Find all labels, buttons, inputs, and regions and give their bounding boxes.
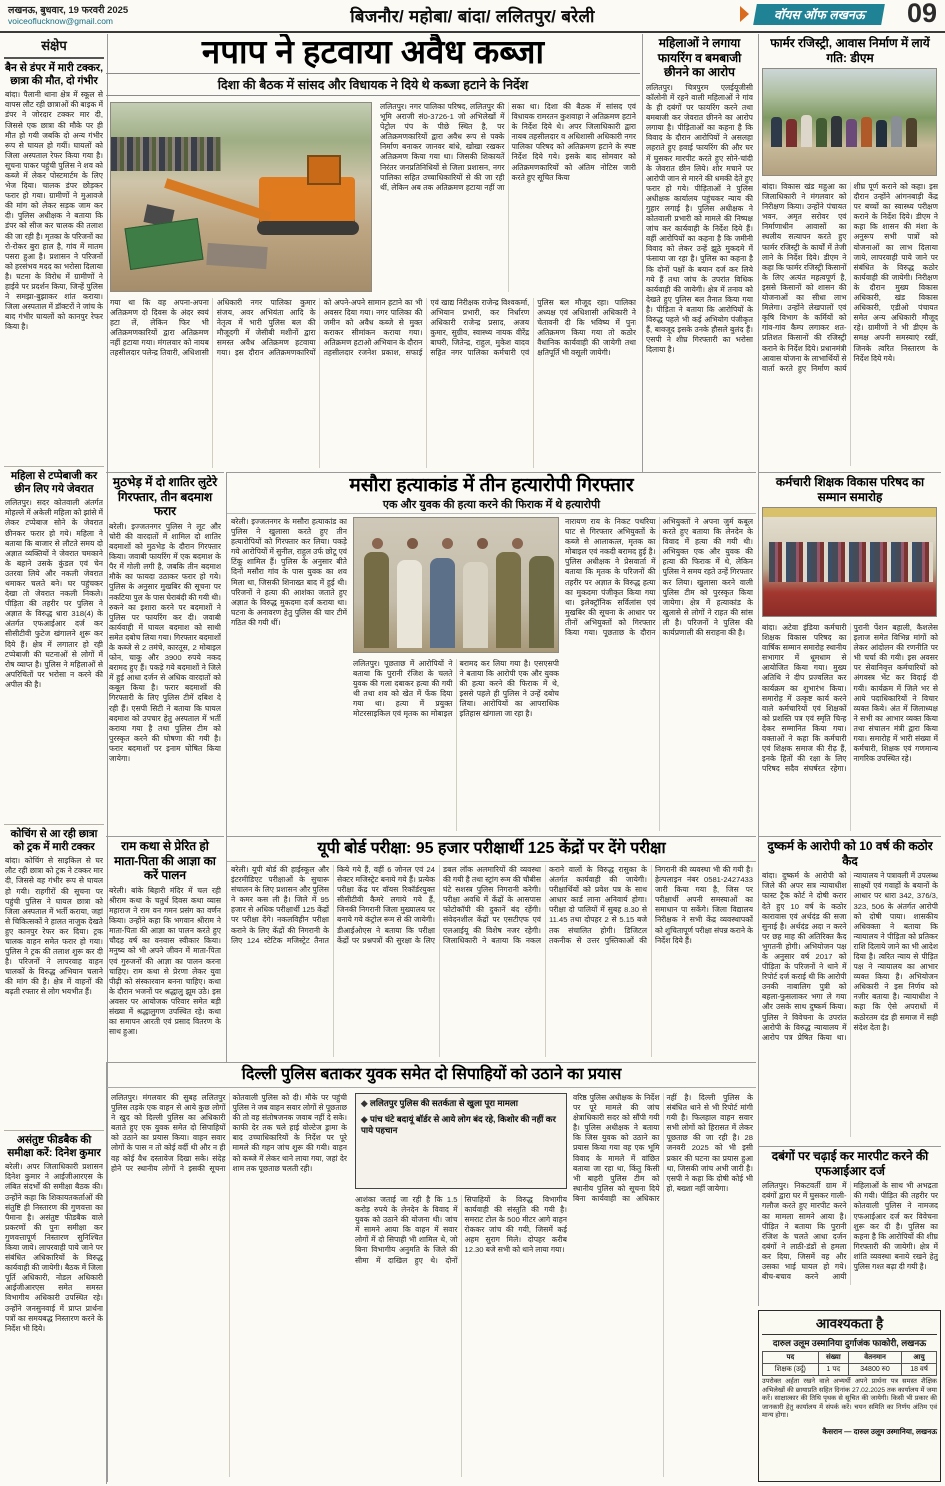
delhi-body-right: वरिष्ठ पुलिस अधीक्षक के निर्देश पर पूरे मामले की जांच क्षेत्राधिकारी सदर को सौंपी गयी है। पुलिस अधीक्षक ने बताया कि जिस युवक को उठाने का प्रयास किया गया वह एक भूमि विवाद के मामले में वांछित बताया जा रहा था, किंतु किसी भी बाहरी पुलिस टीम को स्थानीय पुलिस को सूचना दिये बिना कार्यवाही का अधिकार नहीं है। दिल्ली पुलिस के संबंधित थाने से भी रिपोर्ट मांगी गयी है। फिलहाल वाहन सवार सभी लोगों को हिरासत में लेकर पूछताछ की जा रही है। 28 जनवरी 2025 को भी इसी प्रकार की घटना का प्रयास हुआ था, जिसकी जांच अभी जारी है। एसपी ने कहा कि दोषी कोई भी हो, बख्शा नहीं जायेगा। [573,1093,753,1203]
masthead [0,0,945,33]
ad-table-row [763,1364,937,1376]
farmer-headline: फार्मर रजिस्ट्री, आवास निर्माण में लायें गति: डीएम [770,36,930,65]
brand-box [753,4,885,25]
masaura-body-right: नारायण राय के निकट पथरिया घाट से गिरफ्तार अभियुक्तों के कब्जे से आलाकत्ल, मृतक का मोबाइल एवं नकदी बरामद हुई है। पुलिस अधीक्षक ने प्रेसवार्ता में बताया कि मृतक के परिजनों की तहरीर पर अज्ञात के विरुद्ध हत्या का मुकदमा पंजीकृत किया गया था। इलेक्ट्रॉनिक सर्विलांस एवं मुखबिर की सूचना के आधार पर तीनों अभियुक्तों को गिरफ्तार किया गया। पूछताछ के दौरान अभियुक्तों ने अपना जुर्म कबूल करते हुए बताया कि लेनदेन के विवाद में हत्या की गयी थी। अभियुक्त एक और युवक की हत्या की फिराक में थे, लेकिन पुलिस ने समय रहते उन्हें गिरफ्तार कर लिया। खुलासा करने वाली पुलिस टीम को पुरस्कृत किया जायेगा। क्षेत्र में हत्याकांड के खुलासे से लोगों ने राहत की सांस ली है। परिजनों ने पुलिस की कार्यप्रणाली की सराहना की है। [565,517,753,638]
delhi-body-left: ललितपुर। मंगलवार की सुबह ललितपुर पुलिस तड़के एक वाहन से आये कुछ लोगों ने खुद को दिल्ली पुलिस का अधिकारी बताते हुए एक युवक समेत दो सिपाहियों को उठाने का प्रयास किया। वाहन सवार लोगों के पास न तो कोई वर्दी थी और न ही वह कोई वैध दस्तावेज दिखा सके। संदेह होने पर स्थानीय लोगों ने इसकी सूचना कोतवाली पुलिस को दी। मौके पर पहुंची पुलिस ने जब वाहन सवार लोगों से पूछताछ की तो वह संतोषजनक जवाब नहीं दे सके। काफी देर तक चले हाई वोल्टेज ड्रामा के बाद उच्चाधिकारियों के निर्देश पर पूरे मामले की गहन जांच शुरू की गयी। वाहन को कब्जे में लेकर थाने लाया गया, जहां देर शाम तक पूछताछ चलती रही। [111,1093,347,1173]
ad-title: आवश्यकता है [762,1313,937,1335]
ad-col-header: आयु [902,1352,937,1364]
highlight-point: ◆ ललितपुर पुलिस की सतर्कता से खुला पूरा मामला [361,1098,561,1109]
masaura-headline: मसौरा हत्याकांड में तीन हत्यारोपी गिरफ्तार [349,475,634,496]
fir-body: ललितपुर। निकटवर्ती ग्राम में दबंगों द्वारा घर में घुसकर गाली-गलौज करते हुए मारपीट करने का मामला सामने आया है। पीड़ित ने बताया कि पुरानी रंजिश के चलते आधा दर्जन दबंगों ने लाठी-डंडों से हमला कर दिया, जिसमें वह और उसका भाई घायल हो गये। बीच-बचाव करने आयी महिलाओं के साथ भी अभद्रता की गयी। पीड़ित की तहरीर पर कोतवाली पुलिस ने नामजद एफआईआर दर्ज कर विवेचना शुरू कर दी है। पुलिस का कहना है कि आरोपियों की शीघ्र गिरफ्तारी की जायेगी। क्षेत्र में शांति व्यवस्था बनाये रखने हेतु पुलिस गश्त बढ़ा दी गयी है। [762,1181,938,1282]
dm-inspection-photo [762,68,937,176]
brief-item [4,59,104,467]
main-subhead: दिशा की बैठक में सांसद और विधायक ने दिये थे कब्जा हटाने के निर्देश [106,73,640,96]
story-firing-accusation [642,34,756,472]
story-encounter [106,472,224,836]
banner-shape [763,508,936,517]
arrested-accused-photo [353,517,559,653]
brief-headline: कोचिंग से आ रही छात्रा को ट्रक में मारी टक्कर [10,828,98,854]
brief-item [4,467,104,825]
ad-cell: शिक्षक (उर्दू) [763,1364,819,1376]
masaura-body-below-photo: ललितपुर। पूछताछ में आरोपियों ने बताया कि पुरानी रंजिश के चलते युवक की गला दबाकर हत्या की गयी थी तथा शव को खेत में फेंक दिया गया था। हत्या में प्रयुक्त मोटरसाइकिल एवं मृतक का मोबाइल बरामद कर लिया गया है। एसएसपी ने बताया कि आरोपी एक और युवक की हत्या करने की फिराक में थे, इससे पहले ही पुलिस ने उन्हें दबोच लिया। आरोपियों का आपराधिक इतिहास खंगाला जा रहा है। [353,659,559,719]
excavator-tracks-shape [257,221,359,235]
main-body-bottom: गया था कि वह अपना-अपना अतिक्रमण दो दिवस के अंदर स्वयं हटा लें, लेकिन फिर भी अतिक्रमणकारियों द्वारा अतिक्रमण नहीं हटाया गया। मंगलवार को नायब तहसीलदार पलेन्द्र तिवारी, अधिशासी अधिकारी नगर पालिका कुमार संजय, अवर अभियंता आदि के नेतृत्व में भारी पुलिस बल की मौजूदगी में जेसीबी मशीनों द्वारा समस्त अवैध अतिक्रमण हटवाया गया। इस दौरान अतिक्रमणकारियों को अपने-अपने सामान हटाने का भी अवसर दिया गया। नगर पालिका की जमीन को अवैध कब्जे से मुक्त कराकर सीमांकन कराया गया। अतिक्रमण हटाओ अभियान के दौरान तहसीलदार रजनेश प्रकाश, सफाई एवं खाद्य निरीक्षक राजेन्द्र विश्वकर्मा, अभियान प्रभारी, कर निर्धारण अधिकारी राजेन्द्र प्रसाद, अजय कुमार, सुग्रीव, स्वास्थ्य नायक वीरेंद्र बाघरी, जितेन्द्र, राहुल, मुकेश यादव सहित नगर पालिका कर्मचारी एवं पुलिस बल मौजूद रहा। पालिका अध्यक्ष एवं अधिशासी अधिकारी ने चेतावनी दी कि भविष्य में पुनः अतिक्रमण किया गया तो कठोर वैधानिक कार्यवाही की जायेगी तथा क्षतिपूर्ति भी वसूली जायेगी। [110,298,636,358]
delhi-body-middle: आशंका जताई जा रही है कि 1.5 करोड़ रुपये के लेनदेन के विवाद में युवक को उठाने की योजना थी। जांच में सामने आया कि वाहन में सवार लोगों में दो सिपाही भी शामिल थे, जो बिना विभागीय अनुमति के जिले की सीमा में दाखिल हुए थे। दोनों सिपाहियों के विरुद्ध विभागीय कार्यवाही की संस्तुति की गयी है। समराट टोल के 500 मीटर आगे वाहन रोककर जांच की गयी, जिसमें कई अहम सुराग मिले। दोपहर करीब 12.30 बजे सभी को थाने लाया गया। [355,1195,567,1265]
brief-headline: महिला से टप्पेबाजी कर छीन लिए गये जेवरात [10,470,98,496]
page-number: 09 [906,0,937,28]
story-board-exam [226,836,756,1062]
officials-group-shape [771,113,931,147]
brand-flag-icon [740,6,749,22]
briefs-section-title: संक्षेप [4,34,104,59]
ad-col-header: संख्या [818,1352,848,1364]
masaura-body-left: बरेली। इज्जतनगर के मसौरा हत्याकांड का पुलिस ने खुलासा करते हुए तीन हत्यारोपियों को गिरफ्तार कर लिया। पकड़े गये आरोपियों में सुनील, राहुल उर्फ छोटू एवं टिंकू शामिल हैं। पुलिस के अनुसार बीते दिनों मसौरा गांव के पास युवक का शव मिला था, जिसकी शिनाख्त बाद में हुई थी। परिजनों ने हत्या की आशंका जताते हुए अज्ञात के विरुद्ध मुकदमा दर्ज कराया था। घटना के अनावरण हेतु पुलिस की चार टीमें गठित की गयी थीं। [231,517,347,627]
main-headline: नपाप ने हटवाया अवैध कब्जा [201,34,545,70]
excavator-cab-shape [307,155,341,185]
felicitation-photo [762,507,937,617]
ad-col-header: वेतनमान [848,1352,901,1364]
samman-body: बांदा। अटेवा इंडिया कर्मचारी शिक्षक विकास परिषद का वार्षिक सम्मान समारोह स्थानीय सभागार में धूमधाम से आयोजित किया गया। मुख्य अतिथि ने दीप प्रज्वलित कर कार्यक्रम का शुभारंभ किया। समारोह में उत्कृष्ट कार्य करने वाले कर्मचारियों एवं शिक्षकों को प्रशस्ति पत्र एवं स्मृति चिन्ह देकर सम्मानित किया गया। वक्ताओं ने कहा कि कर्मचारी एवं शिक्षक समाज की रीढ़ हैं, इनके हितों की रक्षा के लिए परिषद सदैव संघर्षरत रहेगा। पुरानी पेंशन बहाली, कैशलेस इलाज समेत विभिन्न मांगों को लेकर आंदोलन की रणनीति पर भी चर्चा की गयी। इस अवसर पर सेवानिवृत्त कर्मचारियों को अंगवस्त्र भेंट कर विदाई दी गयी। कार्यक्रम में जिले भर से आये पदाधिकारियों ने विचार व्यक्त किये। अंत में जिलाध्यक्ष ने सभी का आभार व्यक्त किया तथा संचालन मंत्री द्वारा किया गया। समारोह में भारी संख्या में कर्मचारी, शिक्षक एवं गणमान्य नागरिक उपस्थित रहे। [762,623,938,774]
brief-body: बांदा। पैलानी थाना क्षेत्र में स्कूल से वापस लौट रही छात्राओं की बाइक में डंपर ने जोरदार टक्कर मार दी, जिससे एक छात्रा की मौके पर ही मौत हो गयी जबकि दो अन्य गंभीर रूप से घायल हो गयीं। घायलों को जिला अस्पताल रेफर किया गया है। सूचना पाकर पहुंची पुलिस ने शव को कब्जे में लेकर पोस्टमार्टम के लिए भेज दिया। चालक डंपर छोड़कर फरार हो गया। ग्रामीणों ने मुआवजे की मांग को लेकर सड़क जाम कर दी। पुलिस अधीक्षक ने बताया कि डंपर को सीज कर चालक की तलाश की जा रही है। मृतका के परिजनों का रो-रोकर बुरा हाल है, गांव में मातम पसरा हुआ है। प्रशासन ने परिजनों को हरसंभव मदद का भरोसा दिलाया है। घटना के विरोध में ग्रामीणों ने हाईवे पर प्रदर्शन किया, जिन्हें पुलिस ने समझा-बुझाकर शांत कराया। जिला अस्पताल में डॉक्टरों ने जांच के बाद गंभीर घायलों को कानपुर रेफर किया है। [5,90,103,332]
masthead-regions: बिजनौर/ महोबा/ बांदा/ ललितपुर/ बरेली [350,7,595,26]
crowd-shape [111,137,221,171]
delhi-police-headline: दिल्ली पुलिस बताकर युवक समेत दो सिपाहियों को उठाने का प्रयास [107,1066,756,1088]
story-fir [758,1146,941,1306]
rape-sentence-body: बांदा। दुष्कर्म के आरोपी को जिले की अपर सत्र न्यायाधीश फास्ट ट्रैक कोर्ट ने दोषी करार देते हुए 10 वर्ष के कठोर कारावास एवं अर्थदंड की सजा सुनाई है। अर्थदंड अदा न करने पर छह माह की अतिरिक्त कैद भुगतनी होगी। अभियोजन पक्ष के अनुसार वर्ष 2017 को पीड़िता के परिजनों ने थाने में रिपोर्ट दर्ज कराई थी कि आरोपी उनकी नाबालिग पुत्री को बहला-फुसलाकर भगा ले गया और उसके साथ दुष्कर्म किया। पुलिस ने विवेचना के उपरांत आरोपी के विरुद्ध न्यायालय में आरोप पत्र प्रेषित किया था। न्यायालय ने पत्रावली में उपलब्ध साक्ष्यों एवं गवाहों के बयानों के आधार पर धारा 342, 376/3, 323, 506 के अंतर्गत आरोपी को दोषी पाया। शासकीय अधिवक्ता ने बताया कि न्यायालय ने पीड़िता को प्रतिकर राशि दिलाये जाने का भी आदेश दिया है। त्वरित न्याय से पीड़ित पक्ष ने न्यायालय का आभार व्यक्त किया है। अभियोजन अधिकारी ने इस निर्णय को नजीर बताया है। न्यायाधीश ने कहा कि ऐसे अपराधों में कठोरतम दंड ही समाज में सही संदेश देता है। [762,871,938,1042]
brief-item [4,1131,104,1475]
board-exam-body: बरेली। यूपी बोर्ड की हाईस्कूल और इंटरमीडिएट परीक्षाओं के सुचारू संचालन के लिए प्रशासन और पुलिस ने कमर कस ली है। जिले में 95 हजार से अधिक परीक्षार्थी 125 केंद्रों पर परीक्षा देंगे। नकलविहीन परीक्षा कराने के लिए केंद्रों की निगरानी के लिए 124 स्टेटिक मजिस्ट्रेट तैनात किये गये हैं, वहीं 6 जोनल एवं 24 सेक्टर मजिस्ट्रेट बनाये गये हैं। प्रत्येक परीक्षा केंद्र पर वॉयस रिकॉर्डरयुक्त सीसीटीवी कैमरे लगाये गये हैं, जिनकी निगरानी जिला मुख्यालय पर बनाये गये कंट्रोल रूम से की जायेगी। डीआईओएस ने बताया कि परीक्षा केंद्रों पर प्रश्नपत्रों की सुरक्षा के लिए डबल लॉक अलमारियों की व्यवस्था की गयी है तथा स्ट्रांग रूम की चौबीस घंटे सशस्त्र पुलिस निगरानी करेगी। परीक्षा अवधि में केंद्रों के आसपास फोटोकॉपी की दुकानें बंद रहेंगी। संवेदनशील केंद्रों पर एसटीएफ एवं एलआईयू की विशेष नजर रहेगी। जिलाधिकारी ने बताया कि नकल कराने वालों के विरुद्ध रासुका के अंतर्गत कार्यवाही की जायेगी। परीक्षार्थियों को प्रवेश पत्र के साथ आधार कार्ड लाना अनिवार्य होगा। परीक्षा दो पालियों में सुबह 8.30 से 11.45 तथा दोपहर 2 से 5.15 बजे तक संचालित होगी। डिजिटल तकनीक से उत्तर पुस्तिकाओं की निगरानी की व्यवस्था भी की गयी है। हेल्पलाइन नंबर 0581-2427433 जारी किया गया है, जिस पर परीक्षार्थी अपनी समस्याओं का समाधान पा सकेंगे। जिला विद्यालय निरीक्षक ने सभी केंद्र व्यवस्थापकों को शुचितापूर्ण परीक्षा संपन्न कराने के निर्देश दिये हैं। [231,865,753,945]
ad-cell: 34800 रु0 [848,1364,901,1376]
brief-item [4,825,104,1131]
firing-body: ललितपुर। चित्रपुरम एलईयूजीसी कॉलोनी में रहने वाली महिलाओं ने गांव के ही दबंगों पर फायरिंग करने तथा बमबाजी कर जेवरात छीनने का आरोप लगाया है। पीड़िताओं का कहना है कि विवाद के दौरान आरोपियों ने असलहा लहराते हुए हवाई फायरिंग की और घर में घुसकर मारपीट करते हुए सोने-चांदी के जेवरात छीन लिये। शोर मचाने पर आरोपी जान से मारने की धमकी देते हुए फरार हो गये। पीड़िताओं ने पुलिस अधीक्षक कार्यालय पहुंचकर न्याय की गुहार लगाई है। पुलिस अधीक्षक ने कोतवाली प्रभारी को मामले की निष्पक्ष जांच कर कार्यवाही के निर्देश दिये हैं। वहीं आरोपियों का कहना है कि जमीनी विवाद को लेकर उन्हें झूठे मुकदमे में फंसाया जा रहा है। पुलिस का कहना है कि दोनों पक्षों के बयान दर्ज कर लिये गये हैं तथा जांच के उपरांत विधिक कार्यवाही की जायेगी। क्षेत्र में तनाव को देखते हुए पुलिस बल तैनात किया गया है। पीड़िता ने बताया कि आरोपियों के विरुद्ध पहले भी कई अभियोग पंजीकृत हैं, बावजूद इसके उनके हौसले बुलंद हैं। एसपी ने शीघ्र गिरफ्तारी का भरोसा दिलाया है। [646,82,753,355]
ramkatha-headline: राम कथा से प्रेरित हो माता-पिता की आज्ञा का करें पालन [114,839,216,883]
masthead-email: voiceoflucknow@gmail.com [8,16,114,26]
samman-headline: कर्मचारी शिक्षक विकास परिषद का सम्मान समारोह [775,475,925,504]
story-rape-sentence [758,836,941,1146]
people-lineup-shape [364,548,554,648]
debris-shape [206,243,267,269]
brand-name: वॉयस ऑफ लखनऊ [773,8,865,22]
audience-shape [769,542,933,582]
board-exam-headline: यूपी बोर्ड परीक्षा: 95 हजार परीक्षार्थी 125 केंद्रों पर देंगे परीक्षा [227,840,756,862]
story-demolition [106,34,640,472]
story-samman-samaroh [758,472,941,836]
brief-body: ललितपुर। सदर कोतवाली अंतर्गत मोहल्ले में अकेली महिला को झांसे में लेकर टप्पेबाज सोने के जेवरात छीनकर फरार हो गये। महिला ने बताया कि बाजार से लौटते समय दो अज्ञात व्यक्तियों ने जेवरात चमकाने के बहाने उसके कुंडल एवं चेन उतरवा लिये और नकली जेवरात थमाकर चलते बने। घर पहुंचकर देखा तो जेवरात नकली निकले। पीड़िता की तहरीर पर पुलिस ने अज्ञात के विरुद्ध धारा 318(4) के अंतर्गत एफआईआर दर्ज कर सीसीटीवी फुटेज खंगालने शुरू कर दिये हैं। क्षेत्र में लगातार हो रही टप्पेबाजी की घटनाओं से लोगों में रोष व्याप्त है। पुलिस ने महिलाओं से अपरिचितों पर भरोसा न करने की अपील की है। [5,498,103,689]
story-farmer-registry [758,34,941,472]
ad-note: उपरोक्त अर्हता रखने वाले अभ्यर्थी अपने प्रार्थना पत्र समस्त शैक्षिक अभिलेखों की छायाप्रति सहित दिनांक 27.02.2025 तक कार्यालय में जमा करें। साक्षात्कार की तिथि पृथक से सूचित की जायेगी। किसी भी प्रकार की जानकारी हेतु कार्यालय में संपर्क करें। चयन समिति का निर्णय अंतिम एवं मान्य होगा। [762,1378,937,1420]
fir-headline: दबंगों पर चढ़ाई कर मारपीट करने की एफआईआर दर्ज [771,1149,929,1178]
rape-sentence-headline: दुष्कर्म के आरोपी को 10 वर्ष की कठोर कैद [767,839,933,868]
masaura-subhead: एक और युवक की हत्या करने की फिराक में थे हत्यारोपी [227,496,756,514]
demolition-photo [110,102,372,292]
main-body-top: ललितपुर। नगर पालिका परिषद, ललितपुर की भूमि अराजी सं0-3726-1 जो अभिलेखों में पेट्रोल पंप के पीछे स्थित है, पर अतिक्रमणकारियों द्वारा अवैध रूप से पक्के निर्माण बनाकर जानवर बांधे, खोखा रखकर अतिक्रमण किया गया था। जिसकी शिकायतें निरंतर जनप्रतिनिधियों से जिला प्रशासन, नगर पालिका सहित उच्चाधिकारियों से की जा रही थीं, लेकिन अब तक अतिक्रमण हटाया नहीं जा सका था। दिशा की बैठक में सांसद एवं विधायक रामरतन कुशवाहा ने अतिक्रमण हटाने के निर्देश दिये थे। अपर जिलाधिकारी द्वारा नायब तहसीलदार व अधिशासी अधिकारी नगर पालिका परिषद को अतिक्रमण हटाने के स्पष्ट निर्देश दिये गये। इसके बाद सोमवार को अतिक्रमणकारियों को अंतिम नोटिस जारी करते हुए सूचित किया [380,102,636,192]
story-masaura-murder [226,472,756,836]
heads-shape [372,538,554,550]
brief-headline: बैन से डंपर में मारी टक्कर, छात्रा की मौत, दो गंभीर [5,62,103,88]
ad-cell: 18 वर्ष [902,1364,937,1376]
brief-headline: असंतुष्ट फीडबैक की समीक्षा करें: दिनेश कुमार [7,1134,101,1160]
encounter-body: बरेली। इज्जतनगर पुलिस ने लूट और चोरी की वारदातों में शामिल दो शातिर बदमाशों को मुठभेड़ के दौरान गिरफ्तार किया। जवाबी फायरिंग में एक बदमाश के पैर में गोली लगी है, जबकि तीन बदमाश मौके का फायदा उठाकर फरार हो गये। पुलिस के अनुसार मुखबिर की सूचना पर नकटिया पुल के पास घेराबंदी की गयी थी। रुकने का इशारा करने पर बदमाशों ने पुलिस पर फायरिंग कर दी। जवाबी कार्यवाही में घायल बदमाश को साथी समेत दबोच लिया गया। गिरफ्तार बदमाशों के कब्जे से 2 तमंचे, कारतूस, 2 मोबाइल फोन, चाकू और 3900 रुपये नकद बरामद हुए हैं। पकड़े गये बदमाशों ने जिले में हुई आधा दर्जन से अधिक वारदातों को कबूल किया है। फरार बदमाशों की गिरफ्तारी के लिए पुलिस टीमें दबिश दे रही हैं। एसपी सिटी ने बताया कि घायल बदमाश को उपचार हेतु अस्पताल में भर्ती कराया गया है तथा पुलिस टीम को पुरस्कृत करने की घोषणा की गयी है। फरार बदमाशों पर इनाम घोषित किया जायेगा। [109,521,221,764]
highlight-point: ◆ पांच घंटे बदायूं बॉर्डर से आये लोग बंद रहे, किशोर की नहीं कर पाये पहचान [361,1114,561,1136]
masthead-dateline: लखनऊ, बुधवार, 19 फरवरी 2025 [8,5,129,16]
classified-ad [758,1310,941,1482]
brief-body: बरेली। अपर जिलाधिकारी प्रशासन दिनेश कुमार ने आईजीआरएस के लंबित संदर्भों की समीक्षा बैठक की। उन्होंने कहा कि शिकायतकर्ताओं की संतुष्टि ही निस्तारण की गुणवत्ता का पैमाना है। असंतुष्ट फीडबैक वाले प्रकरणों की पुनः समीक्षा कर गुणवत्तापूर्ण निस्तारण सुनिश्चित किया जाये। लापरवाही पाये जाने पर संबंधित अधिकारियों के विरुद्ध कार्यवाही की जायेगी। बैठक में जिला पूर्ति अधिकारी, नोडल अधिकारी आईजीआरएस समेत समस्त विभागीय अधिकारी उपस्थित रहे। उन्होंने जनसुनवाई में प्राप्त प्रार्थना पत्रों का समयबद्ध निस्तारण करने के निर्देश भी दिये। [5,1162,103,1333]
delhi-highlight-box [355,1093,567,1189]
ramkatha-body: बरेली। बांके बिहारी मंदिर में चल रही श्रीराम कथा के चतुर्थ दिवस कथा व्यास महाराज ने राम वन गमन प्रसंग का वर्णन किया। उन्होंने कहा कि भगवान श्रीराम ने माता-पिता की आज्ञा का पालन करते हुए चौदह वर्ष का वनवास स्वीकार किया। मनुष्य को भी अपने जीवन में माता-पिता एवं गुरुजनों की आज्ञा का पालन करना चाहिए। राम कथा से प्रेरणा लेकर युवा पीढ़ी को संस्कारवान बनना चाहिए। कथा के दौरान भजनों पर श्रद्धालु झूम उठे। इस अवसर पर आयोजक परिवार समेत बड़ी संख्या में श्रद्धालुगण उपस्थित रहे। कथा का समापन आरती एवं प्रसाद वितरण के साथ हुआ। [109,885,221,1037]
ad-table [762,1351,937,1376]
story-ram-katha [106,836,224,1062]
story-delhi-police [106,1062,756,1484]
farmer-body: बांदा। विकास खंड महुआ का जिलाधिकारी ने मंगलवार को निरीक्षण किया। उन्होंने पंचायत भवन, अमृत सरोवर एवं निर्माणाधीन आवासों का स्थलीय सत्यापन करते हुए फार्मर रजिस्ट्री के कार्यों में तेजी लाने के निर्देश दिये। डीएम ने कहा कि फार्मर रजिस्ट्री किसानों के लिए अत्यंत महत्वपूर्ण है, इससे किसानों को शासन की योजनाओं का सीधा लाभ मिलेगा। उन्होंने लेखपालों एवं कृषि विभाग के कर्मियों को गांव-गांव कैम्प लगाकर शत-प्रतिशत किसानों की रजिस्ट्री कराने के निर्देश दिये। प्रधानमंत्री आवास योजना के लाभार्थियों से वार्ता करते हुए निर्माण कार्य शीघ्र पूर्ण कराने को कहा। इस दौरान उन्होंने आंगनबाड़ी केंद्र पर बच्चों का स्वास्थ्य परीक्षण कराने के निर्देश दिये। डीएम ने कहा कि शासन की मंशा के अनुरूप सभी पात्रों को योजनाओं का लाभ दिलाया जाये, लापरवाही पाये जाने पर संबंधित के विरुद्ध कठोर कार्यवाही की जायेगी। निरीक्षण के दौरान मुख्य विकास अधिकारी, खंड विकास अधिकारी, एडीओ पंचायत समेत अन्य अधिकारी मौजूद रहे। ग्रामीणों ने भी डीएम के समक्ष अपनी समस्याएं रखीं, जिनके त्वरित निस्तारण के निर्देश दिये गये। [762,182,938,373]
ad-signoff: कैसरान — दारुल उलूम उस्मानिया, लखनऊ [822,1427,937,1437]
briefs-rail [4,34,108,1482]
firing-headline: महिलाओं ने लगाया फायरिंग व बमबाजी छीनने का आरोप [657,36,742,80]
encounter-headline: मुठभेड़ में दो शातिर लुटेरे गिरफ्तार, तीन बदमाश फरार [112,475,218,519]
ad-organization: दारुल उलूम उस्मानिया दुर्गाजंक फाकोरी, लखनऊ [772,1338,927,1348]
brief-body: बांदा। कोचिंग से साइकिल से घर लौट रही छात्रा को ट्रक ने टक्कर मार दी, जिससे वह गंभीर रूप से घायल हो गयी। राहगीरों की सूचना पर पहुंची पुलिस ने घायल छात्रा को जिला अस्पताल में भर्ती कराया, जहां से चिकित्सकों ने हालत नाजुक देखते हुए कानपुर रेफर कर दिया। ट्रक चालक वाहन समेत फरार हो गया। पुलिस ने ट्रक की तलाश शुरू कर दी है। परिजनों ने लापरवाह वाहन चालकों के विरुद्ध अभियान चलाने की मांग की है। क्षेत्र में वाहनों की बढ़ती रफ्तार से लोग भयभीत हैं। [5,856,103,997]
ad-cell: 1 पद [818,1364,848,1376]
ad-col-header: पद [763,1352,819,1364]
